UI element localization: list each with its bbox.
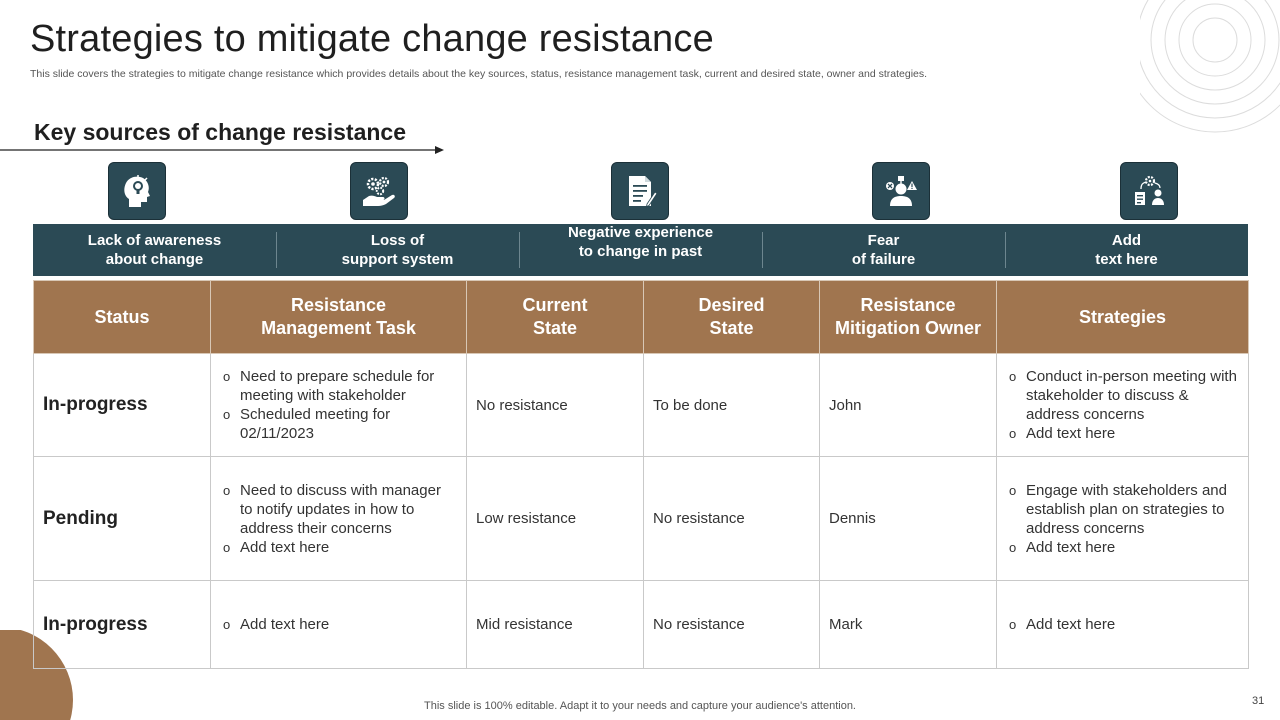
task-item: o Scheduled meeting for 02/11/2023 bbox=[220, 405, 457, 443]
source-item-fear-of-failure: Fear of failure bbox=[762, 224, 1005, 276]
desired-state-cell: To be done bbox=[644, 354, 820, 457]
strategies-cell bbox=[997, 457, 1249, 581]
header-strategies: Strategies bbox=[997, 281, 1249, 354]
section-heading: Key sources of change resistance bbox=[34, 119, 406, 145]
header-resistance-management-task: Resistance Management Task bbox=[211, 281, 467, 354]
table-row bbox=[34, 354, 1249, 457]
status-cell: In-progress bbox=[34, 354, 211, 457]
footer-note: This slide is 100% editable. Adapt it to your needs and capture your audience's attention. bbox=[424, 700, 856, 712]
desired-state-cell: No resistance bbox=[644, 581, 820, 669]
strategy-item: o Add text here bbox=[1006, 615, 1239, 634]
strategy-item: o Add text here bbox=[1006, 538, 1239, 557]
page-title: Strategies to mitigate change resistance bbox=[30, 18, 714, 60]
concentric-circles-decoration bbox=[1140, 0, 1280, 140]
table-header-row bbox=[34, 281, 1249, 354]
key-sources-bar bbox=[33, 224, 1248, 276]
strategy-item: o Engage with stakeholders and establish plan on strategies to address concerns bbox=[1006, 481, 1239, 538]
person-warning-icon bbox=[881, 171, 921, 211]
source-icon-tile-4 bbox=[872, 162, 930, 220]
strategies-cell bbox=[997, 581, 1249, 669]
header-resistance-mitigation-owner: Resistance Mitigation Owner bbox=[820, 281, 997, 354]
source-item-add-text: Add text here bbox=[1005, 224, 1248, 276]
header-desired-state: Desired State bbox=[644, 281, 820, 354]
head-lightbulb-icon bbox=[117, 171, 157, 211]
strategies-cell bbox=[997, 354, 1249, 457]
task-cell bbox=[211, 581, 467, 669]
strategy-list bbox=[1006, 481, 1239, 557]
table-row bbox=[34, 457, 1249, 581]
source-item-loss-of-support: Loss of support system bbox=[276, 224, 519, 276]
task-list bbox=[220, 367, 457, 443]
source-icon-tile-3 bbox=[611, 162, 669, 220]
owner-cell: John bbox=[820, 354, 997, 457]
change-resistance-table bbox=[33, 280, 1249, 669]
owner-cell: Mark bbox=[820, 581, 997, 669]
desired-state-cell: No resistance bbox=[644, 457, 820, 581]
task-list bbox=[220, 481, 457, 557]
status-cell: In-progress bbox=[34, 581, 211, 669]
task-item: o Add text here bbox=[220, 615, 457, 634]
source-item-negative-experience bbox=[519, 224, 762, 276]
workflow-person-icon bbox=[1129, 171, 1169, 211]
task-cell bbox=[211, 457, 467, 581]
strategy-item: o Conduct in-person meeting with stakeholder to discuss & address concerns bbox=[1006, 367, 1239, 424]
table-row bbox=[34, 581, 1249, 669]
status-cell: Pending bbox=[34, 457, 211, 581]
task-item: o Need to prepare schedule for meeting with stakeholder bbox=[220, 367, 457, 405]
task-cell bbox=[211, 354, 467, 457]
strategy-list bbox=[1006, 367, 1239, 443]
strategy-item: o Add text here bbox=[1006, 424, 1239, 443]
current-state-cell: No resistance bbox=[467, 354, 644, 457]
source-icon-tile-1 bbox=[108, 162, 166, 220]
source-item-negative-experience-label: Negative experience to change in past bbox=[567, 224, 714, 260]
header-status: Status bbox=[34, 281, 211, 354]
strategy-list bbox=[1006, 615, 1239, 634]
task-item: o Need to discuss with manager to notify updates in how to address their concerns bbox=[220, 481, 457, 538]
page-number: 31 bbox=[1252, 695, 1265, 707]
slide-description: This slide covers the strategies to mitigate change resistance which provides details about the key sources, status, resistance management task, current and desired state, owner and strategies. bbox=[30, 68, 928, 80]
current-state-cell: Low resistance bbox=[467, 457, 644, 581]
task-item: o Add text here bbox=[220, 538, 457, 557]
header-current-state: Current State bbox=[467, 281, 644, 354]
source-icon-tile-5 bbox=[1120, 162, 1178, 220]
document-checklist-icon bbox=[620, 171, 660, 211]
current-state-cell: Mid resistance bbox=[467, 581, 644, 669]
task-list bbox=[220, 615, 457, 634]
owner-cell: Dennis bbox=[820, 457, 997, 581]
arrow-line-decoration bbox=[0, 143, 450, 157]
hand-gears-icon bbox=[359, 171, 399, 211]
source-item-lack-of-awareness: Lack of awareness about change bbox=[87, 232, 222, 268]
source-icon-tile-2 bbox=[350, 162, 408, 220]
